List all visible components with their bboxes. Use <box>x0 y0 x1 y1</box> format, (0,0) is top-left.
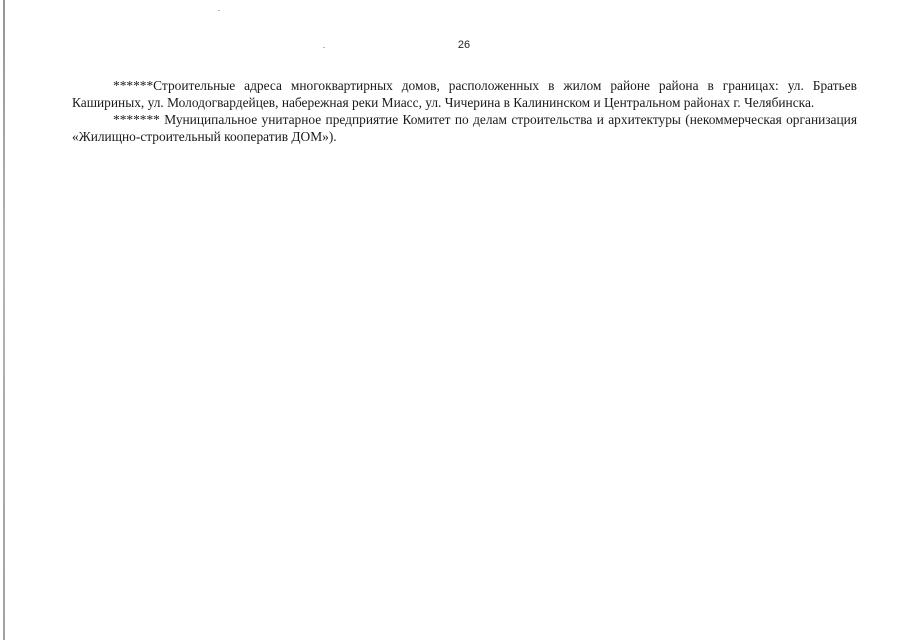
footnotes-block <box>72 77 857 145</box>
page-number: 26 <box>457 39 471 51</box>
footnote-marker: ******* <box>113 112 160 127</box>
footnote-marker: ****** <box>113 78 154 93</box>
footnote-2 <box>72 111 857 145</box>
scan-edge <box>3 0 5 640</box>
footnote-text: Муниципальное унитарное предприятие Комитет по делам строительства и архитектуры (некоммерческая организация «Жилищно-строительный кооператив ДОМ»). <box>72 112 857 144</box>
footnote-1 <box>72 77 857 111</box>
footnote-text: Строительные адреса многоквартирных домов, расположенных в жилом районе района в границах: ул. Братьев Кашириных, ул. Молодогвардейцев, набережная реки Миасс, ул. Чичерина в Калининском и Центральном районах г. Челябинска. <box>72 78 857 110</box>
scan-speck <box>218 10 220 11</box>
